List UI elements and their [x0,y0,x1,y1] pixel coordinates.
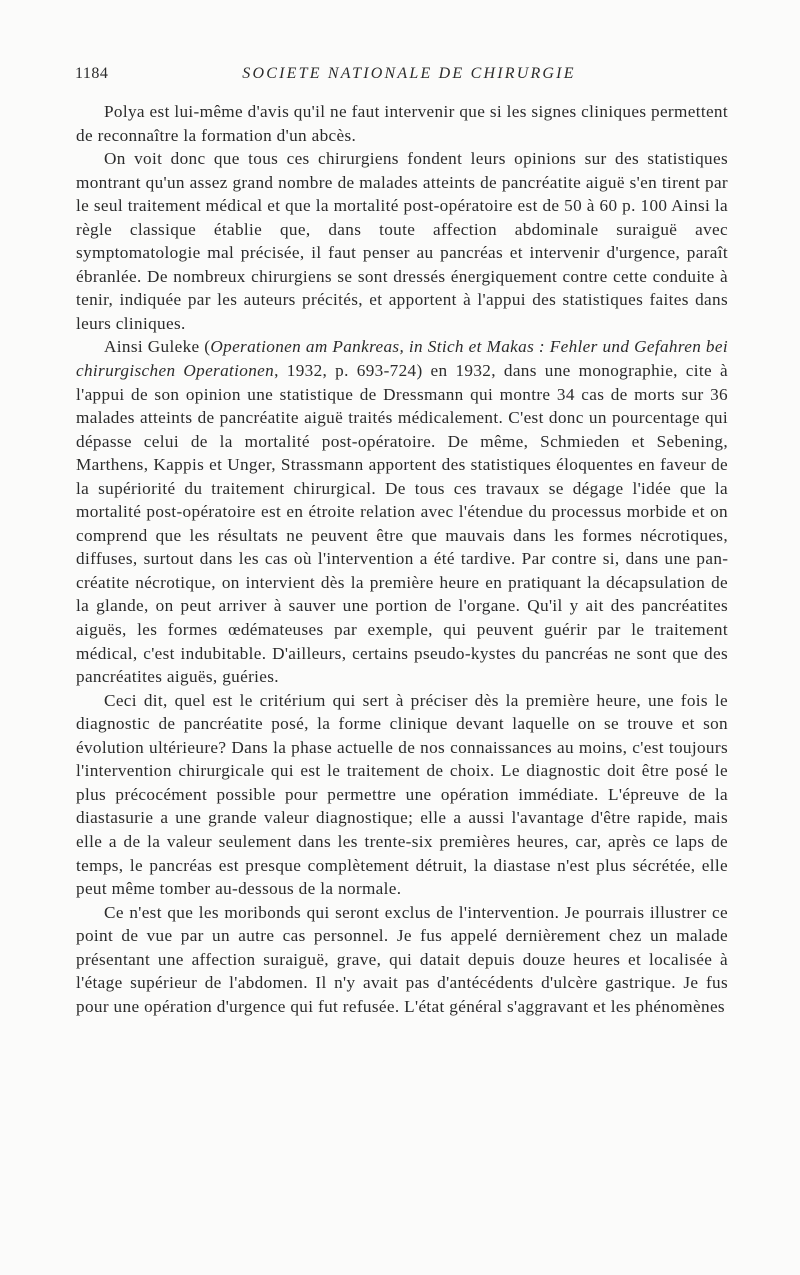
page-header [75,62,727,86]
paragraph-4: Ceci dit, quel est le critérium qui sert à préciser dès la première heure, une fois le diagnostic de pancréatite posé, la forme clinique devant laquelle on se trouve et son évolution ultérieure? Dans la phase actuelle de nos connaissances au moins, c'est toujours l'intervention chirurgicale qui est le traitement de choix. Le diagnostic doit être posé le plus précocément possible pour permettre une opération immédiate. L'épreuve de la diastasurie a une grande valeur diagnostique; elle a aussi l'avantage d'être rapide, mais elle a de la valeur seulement dans les trente-six premières heures, car, après ce laps de temps, le pancréas est presque complètement détruit, la diastase n'est plus sécrétée, elle peut même tomber au-dessous de la normale. [76,690,728,899]
paragraph-3-lead: Ainsi Guleke ( [104,337,211,357]
paragraph-2: On voit donc que tous ces chirurgiens fondent leurs opinions sur des statistiques montrant qu'un assez grand nombre de malades atteints de pancréatite aiguë s'en tirent par le seul traitement médical et que la mortalité post-opératoire est de 50 à 60 p. 100 Ainsi la règle classique établie que, dans toute affection abdominale suraiguë avec symptomatologie mal précisée, il faut penser au pancréas et intervenir d'urgence, paraît ébranlée. De nombreux chirurgiens se sont dressés énergiquement contre cette conduite à tenir, indiquée par les auteurs précités, et apportent à l'appui des statistiques faites dans leurs cliniques. [76,149,728,333]
page-number: 1184 [75,65,109,82]
paragraph-3-rest: , 1932, p. 693-724) en 1932, dans une monographie, cite à l'appui de son opinion une statistique de Dressmann qui montre 34 cas de morts sur 36 malades atteints de pancréatite aiguë traités médicalement. C'est donc un pourcentage qui dépasse celui de la mortalité post-opératoire. De même, Schmieden et Sebening, Marthens, Kappis et Unger, Strassmann apportent des statistiques éloquentes en faveur de la supériorité du traitement chirurgical. De tous ces travaux se dégage l'idée que la mortalité post-opératoire est en étroite relation avec l'étendue du processus morbide et on comprend que les résultats ne peuvent être que mauvais dans les formes nécrotiques, diffuses, surtout dans les cas où l'intervention a été tardive. Par contre si, dans une pancréatite nécrotique, on intervient dès la première heure en pratiquant la décapsulation de la glande, on peut arriver à sauver une portion de l'organe. Qu'il y ait des pancréatites aiguës, les formes œdémateuses par exemple, qui peuvent guérir par le traitement médical, c'est indubitable. D'ailleurs, certains pseudo-kystes du pancréas ne sont que des pancréatites aiguës, guéries. [76,361,728,687]
paragraph-1: Polya est lui-même d'avis qu'il ne faut intervenir que si les signes cliniques permettent de reconnaître la formation d'un abcès. [76,102,728,145]
paragraph-3 [76,335,728,688]
paragraph-5: Ce n'est que les moribonds qui seront exclus de l'intervention. Je pourrais illustrer ce point de vue par un autre cas personnel. Je fus appelé dernièrement chez un malade présentant une affection suraiguë, grave, qui datait depuis douze heures et localisée à l'étage supérieur de l'abdomen. Il n'y avait pas d'antécédents d'ulcère gastrique. Je fus pour une opération d'urgence qui fut refusée. L'état général s'aggravant et les phénomènes [76,902,728,1016]
body-text [76,100,728,1018]
running-title: SOCIETE NATIONALE DE CHIRURGIE [242,65,576,82]
citation-title: Operationen am Pankreas, in Stich et Makas : Fehler und Gefahren bei chirurgischen Operationen [76,337,728,381]
